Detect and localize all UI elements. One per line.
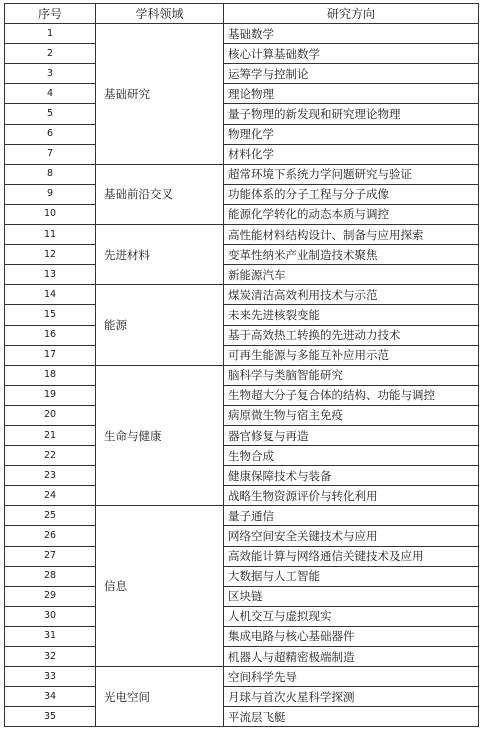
row-index: 27 [5,546,96,566]
row-index: 34 [5,687,96,707]
direction-cell: 功能体系的分子工程与分子成像 [224,184,479,204]
row-index: 5 [5,104,96,124]
row-index: 16 [5,325,96,345]
table-row [5,667,479,687]
direction-cell: 器官修复与再造 [224,425,479,445]
row-index: 35 [5,707,96,727]
table-row [5,486,479,506]
direction-cell: 物理化学 [224,124,479,144]
table-row [5,245,479,265]
row-index: 15 [5,305,96,325]
row-index: 12 [5,245,96,265]
direction-cell: 能源化学转化的动态本质与调控 [224,204,479,224]
row-index: 21 [5,425,96,445]
direction-cell: 机器人与超精密极端制造 [224,647,479,667]
direction-cell: 战略生物资源评价与转化利用 [224,486,479,506]
row-index: 9 [5,184,96,204]
direction-cell: 未来先进核裂变能 [224,305,479,325]
research-directions-table [4,3,479,727]
table-row [5,687,479,707]
row-index: 25 [5,506,96,526]
field-cell: 能源 [96,285,224,365]
row-index: 31 [5,626,96,646]
direction-cell: 量子物理的新发现和研究理论物理 [224,104,479,124]
row-index: 13 [5,265,96,285]
row-index: 11 [5,225,96,245]
direction-cell: 集成电路与核心基础器件 [224,626,479,646]
direction-cell: 新能源汽车 [224,265,479,285]
direction-cell: 生物合成 [224,446,479,466]
table-row [5,164,479,184]
header-direction: 研究方向 [224,4,479,24]
table-row [5,506,479,526]
row-index: 7 [5,144,96,164]
row-index: 1 [5,24,96,44]
field-cell: 基础研究 [96,24,224,165]
row-index: 18 [5,365,96,385]
direction-cell: 高效能计算与网络通信关键技术及应用 [224,546,479,566]
table-row [5,546,479,566]
table-row [5,184,479,204]
direction-cell: 可再生能源与多能互补应用示范 [224,345,479,365]
table-row [5,446,479,466]
table-row [5,265,479,285]
direction-cell: 人机交互与虚拟现实 [224,606,479,626]
row-index: 3 [5,64,96,84]
field-cell: 信息 [96,506,224,667]
row-index: 30 [5,606,96,626]
direction-cell: 煤炭清洁高效利用技术与示范 [224,285,479,305]
row-index: 6 [5,124,96,144]
field-cell: 基础前沿交叉 [96,164,224,224]
table-row [5,647,479,667]
table-row [5,586,479,606]
table-row [5,566,479,586]
direction-cell: 高性能材料结构设计、制备与应用探索 [224,225,479,245]
row-index: 33 [5,667,96,687]
direction-cell: 材料化学 [224,144,479,164]
table-row [5,466,479,486]
table-row [5,405,479,425]
direction-cell: 运筹学与控制论 [224,64,479,84]
direction-cell: 核心计算基础数学 [224,44,479,64]
row-index: 29 [5,586,96,606]
direction-cell: 超常环境下系统力学问题研究与验证 [224,164,479,184]
direction-cell: 基础数学 [224,24,479,44]
table-header-row [5,4,479,24]
table-row [5,345,479,365]
header-field: 学科领域 [96,4,224,24]
table-row [5,24,479,44]
table-row [5,526,479,546]
row-index: 23 [5,466,96,486]
direction-cell: 变革性纳米产业制造技术聚焦 [224,245,479,265]
direction-cell: 大数据与人工智能 [224,566,479,586]
field-cell: 光电空间 [96,667,224,727]
direction-cell: 理论物理 [224,84,479,104]
row-index: 24 [5,486,96,506]
header-index: 序号 [5,4,96,24]
direction-cell: 健康保障技术与装备 [224,466,479,486]
direction-cell: 区块链 [224,586,479,606]
table-body [5,24,479,727]
table-row [5,144,479,164]
direction-cell: 生物超大分子复合体的结构、功能与调控 [224,385,479,405]
row-index: 8 [5,164,96,184]
direction-cell: 空间科学先导 [224,667,479,687]
row-index: 10 [5,204,96,224]
table-row [5,325,479,345]
direction-cell: 平流层飞艇 [224,707,479,727]
table-row [5,84,479,104]
table-row [5,305,479,325]
row-index: 32 [5,647,96,667]
row-index: 28 [5,566,96,586]
table-row [5,626,479,646]
field-cell: 先进材料 [96,225,224,285]
row-index: 2 [5,44,96,64]
field-cell: 生命与健康 [96,365,224,506]
table-row [5,64,479,84]
direction-cell: 病原微生物与宿主免疫 [224,405,479,425]
table-row [5,385,479,405]
direction-cell: 脑科学与类脑智能研究 [224,365,479,385]
table-row [5,44,479,64]
row-index: 14 [5,285,96,305]
direction-cell: 量子通信 [224,506,479,526]
table-row [5,225,479,245]
row-index: 20 [5,405,96,425]
direction-cell: 基于高效热工转换的先进动力技术 [224,325,479,345]
row-index: 22 [5,446,96,466]
direction-cell: 网络空间安全关键技术与应用 [224,526,479,546]
table-row [5,104,479,124]
direction-cell: 月球与首次火星科学探测 [224,687,479,707]
row-index: 4 [5,84,96,104]
row-index: 19 [5,385,96,405]
table-row [5,204,479,224]
table-row [5,707,479,727]
row-index: 26 [5,526,96,546]
table-row [5,425,479,445]
row-index: 17 [5,345,96,365]
table-row [5,365,479,385]
table-row [5,285,479,305]
table-row [5,606,479,626]
table-row [5,124,479,144]
